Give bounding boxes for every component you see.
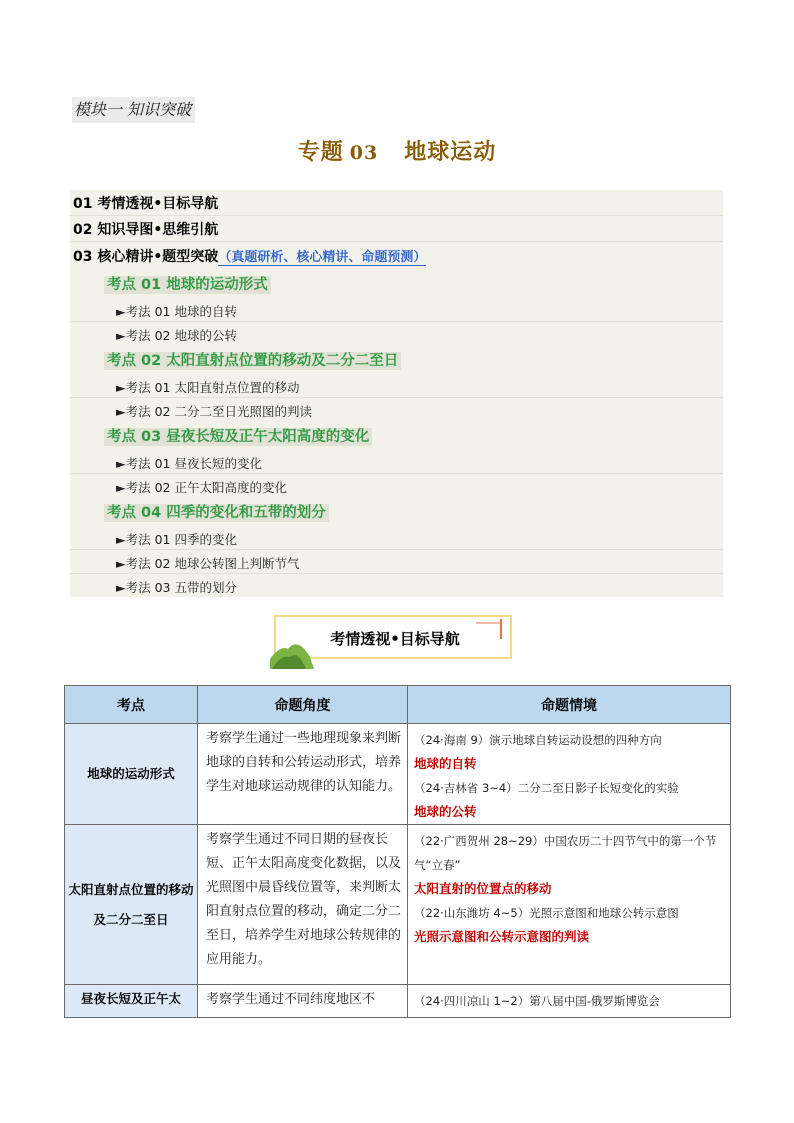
toc-divider <box>70 473 723 474</box>
table-row <box>65 724 731 825</box>
toc-divider <box>70 215 723 216</box>
toc-divider <box>70 397 723 398</box>
column-header-kaodian: 考点 <box>65 686 198 724</box>
title-name: 地球运动 <box>404 140 497 165</box>
toc-section-3-sub: （真题研析、核心精讲、命题预测） <box>218 250 427 265</box>
context-text: （24·海南 9）演示地球自转运动设想的四种方向 <box>414 733 662 747</box>
kaodian-cell: 太阳直射点位置的移动及二分二至日 <box>65 825 198 985</box>
toc-kaodian-2[interactable]: 考点 02 太阳直射点位置的移动及二分二至日 <box>104 349 757 370</box>
toc-section-3[interactable] <box>73 246 726 266</box>
toc-kaofa-3-2[interactable]: ►考法 02 正午太阳高度的变化 <box>116 480 287 495</box>
context-text: （24·吉林省 3~4）二分二至日影子长短变化的实验 <box>414 781 679 795</box>
toc-section-3-label: 03 核心精讲•题型突破 <box>73 249 219 265</box>
context-highlight: 光照示意图和公转示意图的判读 <box>414 929 590 944</box>
toc-section-2[interactable]: 02 知识导图•思维引航 <box>73 222 219 238</box>
toc-kaodian-3[interactable]: 考点 03 昼夜长短及正午太阳高度的变化 <box>104 425 757 446</box>
column-header-context: 命题情境 <box>408 686 731 724</box>
kaodian-cell: 地球的运动形式 <box>65 724 198 825</box>
context-highlight: 太阳直射的位置点的移动 <box>414 881 552 896</box>
angle-cell: 考察学生通过一些地理现象来判断地球的自转和公转运动形式，培养学生对地球运动规律的认知能力。 <box>198 724 408 825</box>
toc-divider <box>70 549 723 550</box>
table-row <box>65 825 731 985</box>
context-cell <box>408 724 731 825</box>
toc-kaofa-4-2[interactable]: ►考法 02 地球公转图上判断节气 <box>116 556 300 571</box>
toc-divider <box>70 241 723 242</box>
page-title <box>0 135 794 166</box>
context-highlight: 地球的自转 <box>414 756 477 771</box>
toc-divider <box>70 573 723 574</box>
context-cell <box>408 985 731 1018</box>
toc-kaodian-1[interactable]: 考点 01 地球的运动形式 <box>104 273 757 294</box>
toc-kaodian-4[interactable]: 考点 04 四季的变化和五带的划分 <box>104 501 757 522</box>
table-of-contents <box>70 190 723 597</box>
kaodian-cell: 昼夜长短及正午太 <box>65 985 198 1018</box>
toc-divider <box>70 321 723 322</box>
table-header-row <box>65 686 731 724</box>
context-cell <box>408 825 731 985</box>
angle-cell: 考察学生通过不同日期的昼夜长短、正午太阳高度变化数据，以及光照图中晨昏线位置等，来判断太阳直射点位置的移动，确定二分二至日，培养学生对地球公转规律的应用能力。 <box>198 825 408 985</box>
banner-title: 考情透视•目标导航 <box>330 630 460 648</box>
toc-section-1[interactable]: 01 考情透视•目标导航 <box>73 196 219 212</box>
context-text: （22·广西贺州 28~29）中国农历二十四节气中的第一个节气“立春” <box>414 834 717 872</box>
section-banner <box>270 613 520 665</box>
angle-cell: 考察学生通过不同纬度地区不 <box>198 985 408 1018</box>
toc-kaofa-1-1[interactable]: ►考法 01 地球的自转 <box>116 304 237 319</box>
toc-kaofa-2-1[interactable]: ►考法 01 太阳直射点位置的移动 <box>116 380 300 395</box>
toc-kaofa-3-1[interactable]: ►考法 01 昼夜长短的变化 <box>116 456 262 471</box>
exam-analysis-table <box>64 685 731 1018</box>
toc-kaofa-4-3[interactable]: ►考法 03 五带的划分 <box>116 580 237 595</box>
context-text: （22·山东潍坊 4~5）光照示意图和地球公转示意图 <box>414 906 679 920</box>
toc-kaofa-1-2[interactable]: ►考法 02 地球的公转 <box>116 328 237 343</box>
module-label: 模块一 知识突破 <box>72 97 195 123</box>
toc-kaofa-4-1[interactable]: ►考法 01 四季的变化 <box>116 532 237 547</box>
title-number: 03 <box>349 142 379 164</box>
title-prefix: 专题 <box>297 140 344 165</box>
toc-kaofa-2-2[interactable]: ►考法 02 二分二至日光照图的判读 <box>116 404 312 419</box>
context-highlight: 地球的公转 <box>414 804 477 819</box>
table-row <box>65 985 731 1018</box>
context-text: （24·四川凉山 1~2）第八届中国-俄罗斯博览会 <box>414 994 660 1008</box>
column-header-angle: 命题角度 <box>198 686 408 724</box>
